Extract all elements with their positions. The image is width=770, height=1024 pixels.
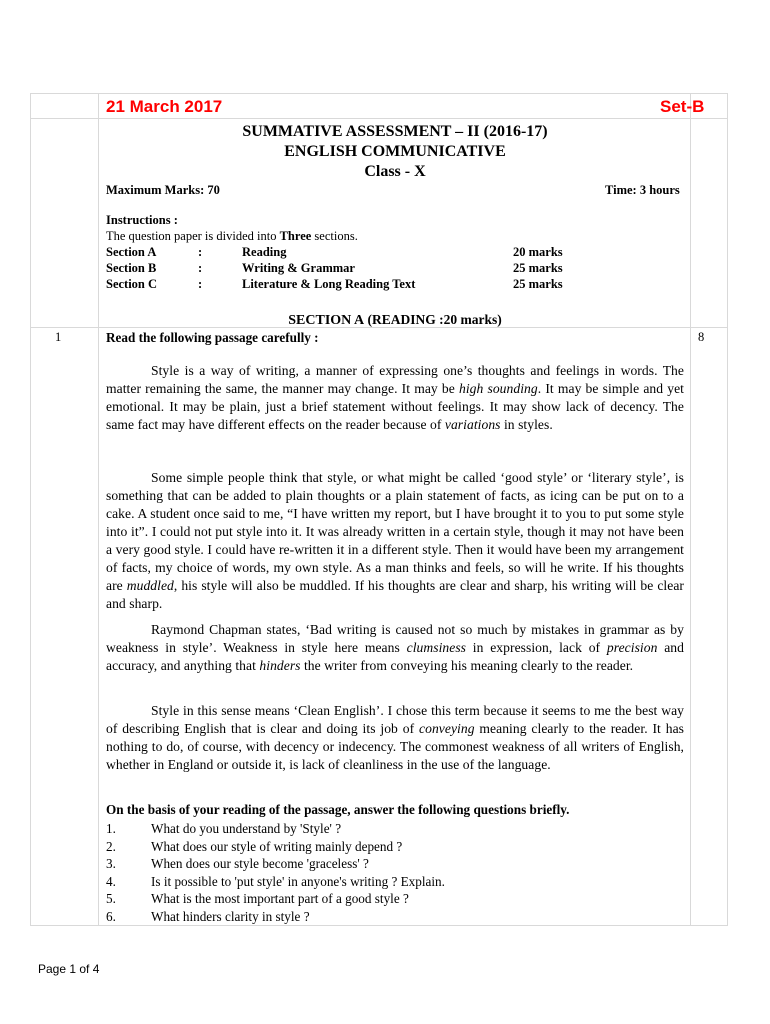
question-number: 1	[55, 330, 62, 344]
sub-question-text: When does our style become 'graceless' ?	[151, 856, 369, 872]
sub-question-text: What hinders clarity in style ?	[151, 909, 310, 924]
sub-question-text: What does our style of writing mainly depend ?	[151, 838, 403, 854]
time-allowed: Time: 3 hours	[605, 183, 680, 197]
exam-title: SUMMATIVE ASSESSMENT – II (2016-17)	[242, 123, 548, 140]
question-prompt: Read the following passage carefully :	[106, 330, 319, 345]
passage-paragraph-1: Style is a way of writing, a manner of expressing one’s thoughts and feelings in words. The matter remaining the same, the manner may change. It may be high sounding. It may be simple and yet emotional. It may be plain, just a brief statement without feelings. It may show lack of decency. The same fact may have different effects on the reader because of variations in styles.	[106, 363, 684, 432]
section-name: Section A	[106, 245, 157, 259]
maximum-marks: Maximum Marks: 70	[106, 183, 220, 197]
section-name: Section C	[106, 277, 158, 291]
grid-line	[30, 93, 728, 94]
grid-line	[727, 93, 728, 926]
exam-date: 21 March 2017	[106, 97, 223, 116]
list-item	[106, 890, 409, 908]
section-colon: :	[198, 261, 203, 275]
sub-question-number: 5.	[106, 891, 116, 907]
class-title: Class - X	[364, 163, 426, 180]
passage-paragraph-3: Raymond Chapman states, ‘Bad writing is caused not so much by mistakes in grammar as by weakness in style’. Weakness in style here means clumsiness in expression, lack of precision and accuracy, and anything that hinders the writer from conveying his meaning clearly to the reader.	[106, 622, 684, 673]
section-colon: :	[198, 277, 203, 291]
instructions-intro: The question paper is divided into Three sections.	[106, 229, 358, 243]
question-marks: 8	[698, 330, 705, 344]
grid-line	[30, 93, 31, 926]
sub-question-text: What do you understand by 'Style' ?	[151, 821, 342, 836]
sub-question-number: 6.	[106, 909, 116, 924]
list-item	[106, 908, 310, 926]
grid-line	[30, 118, 728, 119]
answer-instruction: On the basis of your reading of the passage, answer the following questions briefly.	[106, 802, 570, 817]
sub-question-text: What is the most important part of a good style ?	[151, 891, 409, 907]
page-number: Page 1 of 4	[38, 962, 100, 976]
list-item	[106, 873, 445, 891]
sub-question-text: Is it possible to 'put style' in anyone's writing ? Explain.	[151, 873, 445, 889]
passage-paragraph-4: Style in this sense means ‘Clean English’. I chose this term because it seems to me the best way of describing English that is clear and doing its job of conveying meaning clearly to the reader. It has nothing to do, of course, with decency or indecency. The commonest weakness of all writers of English, whether in England or outside it, is lack of cleanliness in the use of the language.	[106, 703, 684, 772]
section-colon: :	[198, 245, 203, 259]
list-item	[106, 855, 369, 873]
section-name: Section B	[106, 261, 157, 275]
sub-question-number: 2.	[106, 838, 116, 854]
grid-line	[98, 93, 99, 926]
paper-set: Set-B	[660, 97, 705, 116]
sub-question-number: 1.	[106, 821, 116, 836]
section-topic: Literature & Long Reading Text	[242, 277, 416, 291]
sub-question-number: 4.	[106, 873, 116, 889]
subject-title: ENGLISH COMMUNICATIVE	[284, 143, 506, 160]
section-topic: Writing & Grammar	[242, 261, 355, 275]
list-item	[106, 820, 341, 838]
section-marks: 25 marks	[513, 277, 563, 291]
list-item	[106, 838, 402, 856]
section-a-heading: SECTION A (READING :20 marks)	[288, 312, 502, 328]
grid-line	[690, 93, 691, 926]
section-marks: 25 marks	[513, 261, 563, 275]
section-topic: Reading	[242, 245, 287, 259]
instructions-heading: Instructions :	[106, 213, 178, 227]
passage-paragraph-2: Some simple people think that style, or what might be called ‘good style’ or ‘literary style’, is something that can be added to plain thoughts or a plain statement of facts, as icing can be put on to a cake. A student once said to me, “I have written my report, but I have brought it to you to put some style into it”. I could not put style into it. It was already written in a certain style, though it may not have been a very good style. I could have re-written it in a different style. Then it would have been my arrangement of facts, my choice of words, my own style. As a man thinks and feels, so will he write. If his thoughts are muddled, his style will also be muddled. If his thoughts are clear and sharp, his writing will be clear and sharp.	[106, 470, 684, 611]
sub-question-number: 3.	[106, 856, 116, 872]
section-marks: 20 marks	[513, 245, 563, 259]
